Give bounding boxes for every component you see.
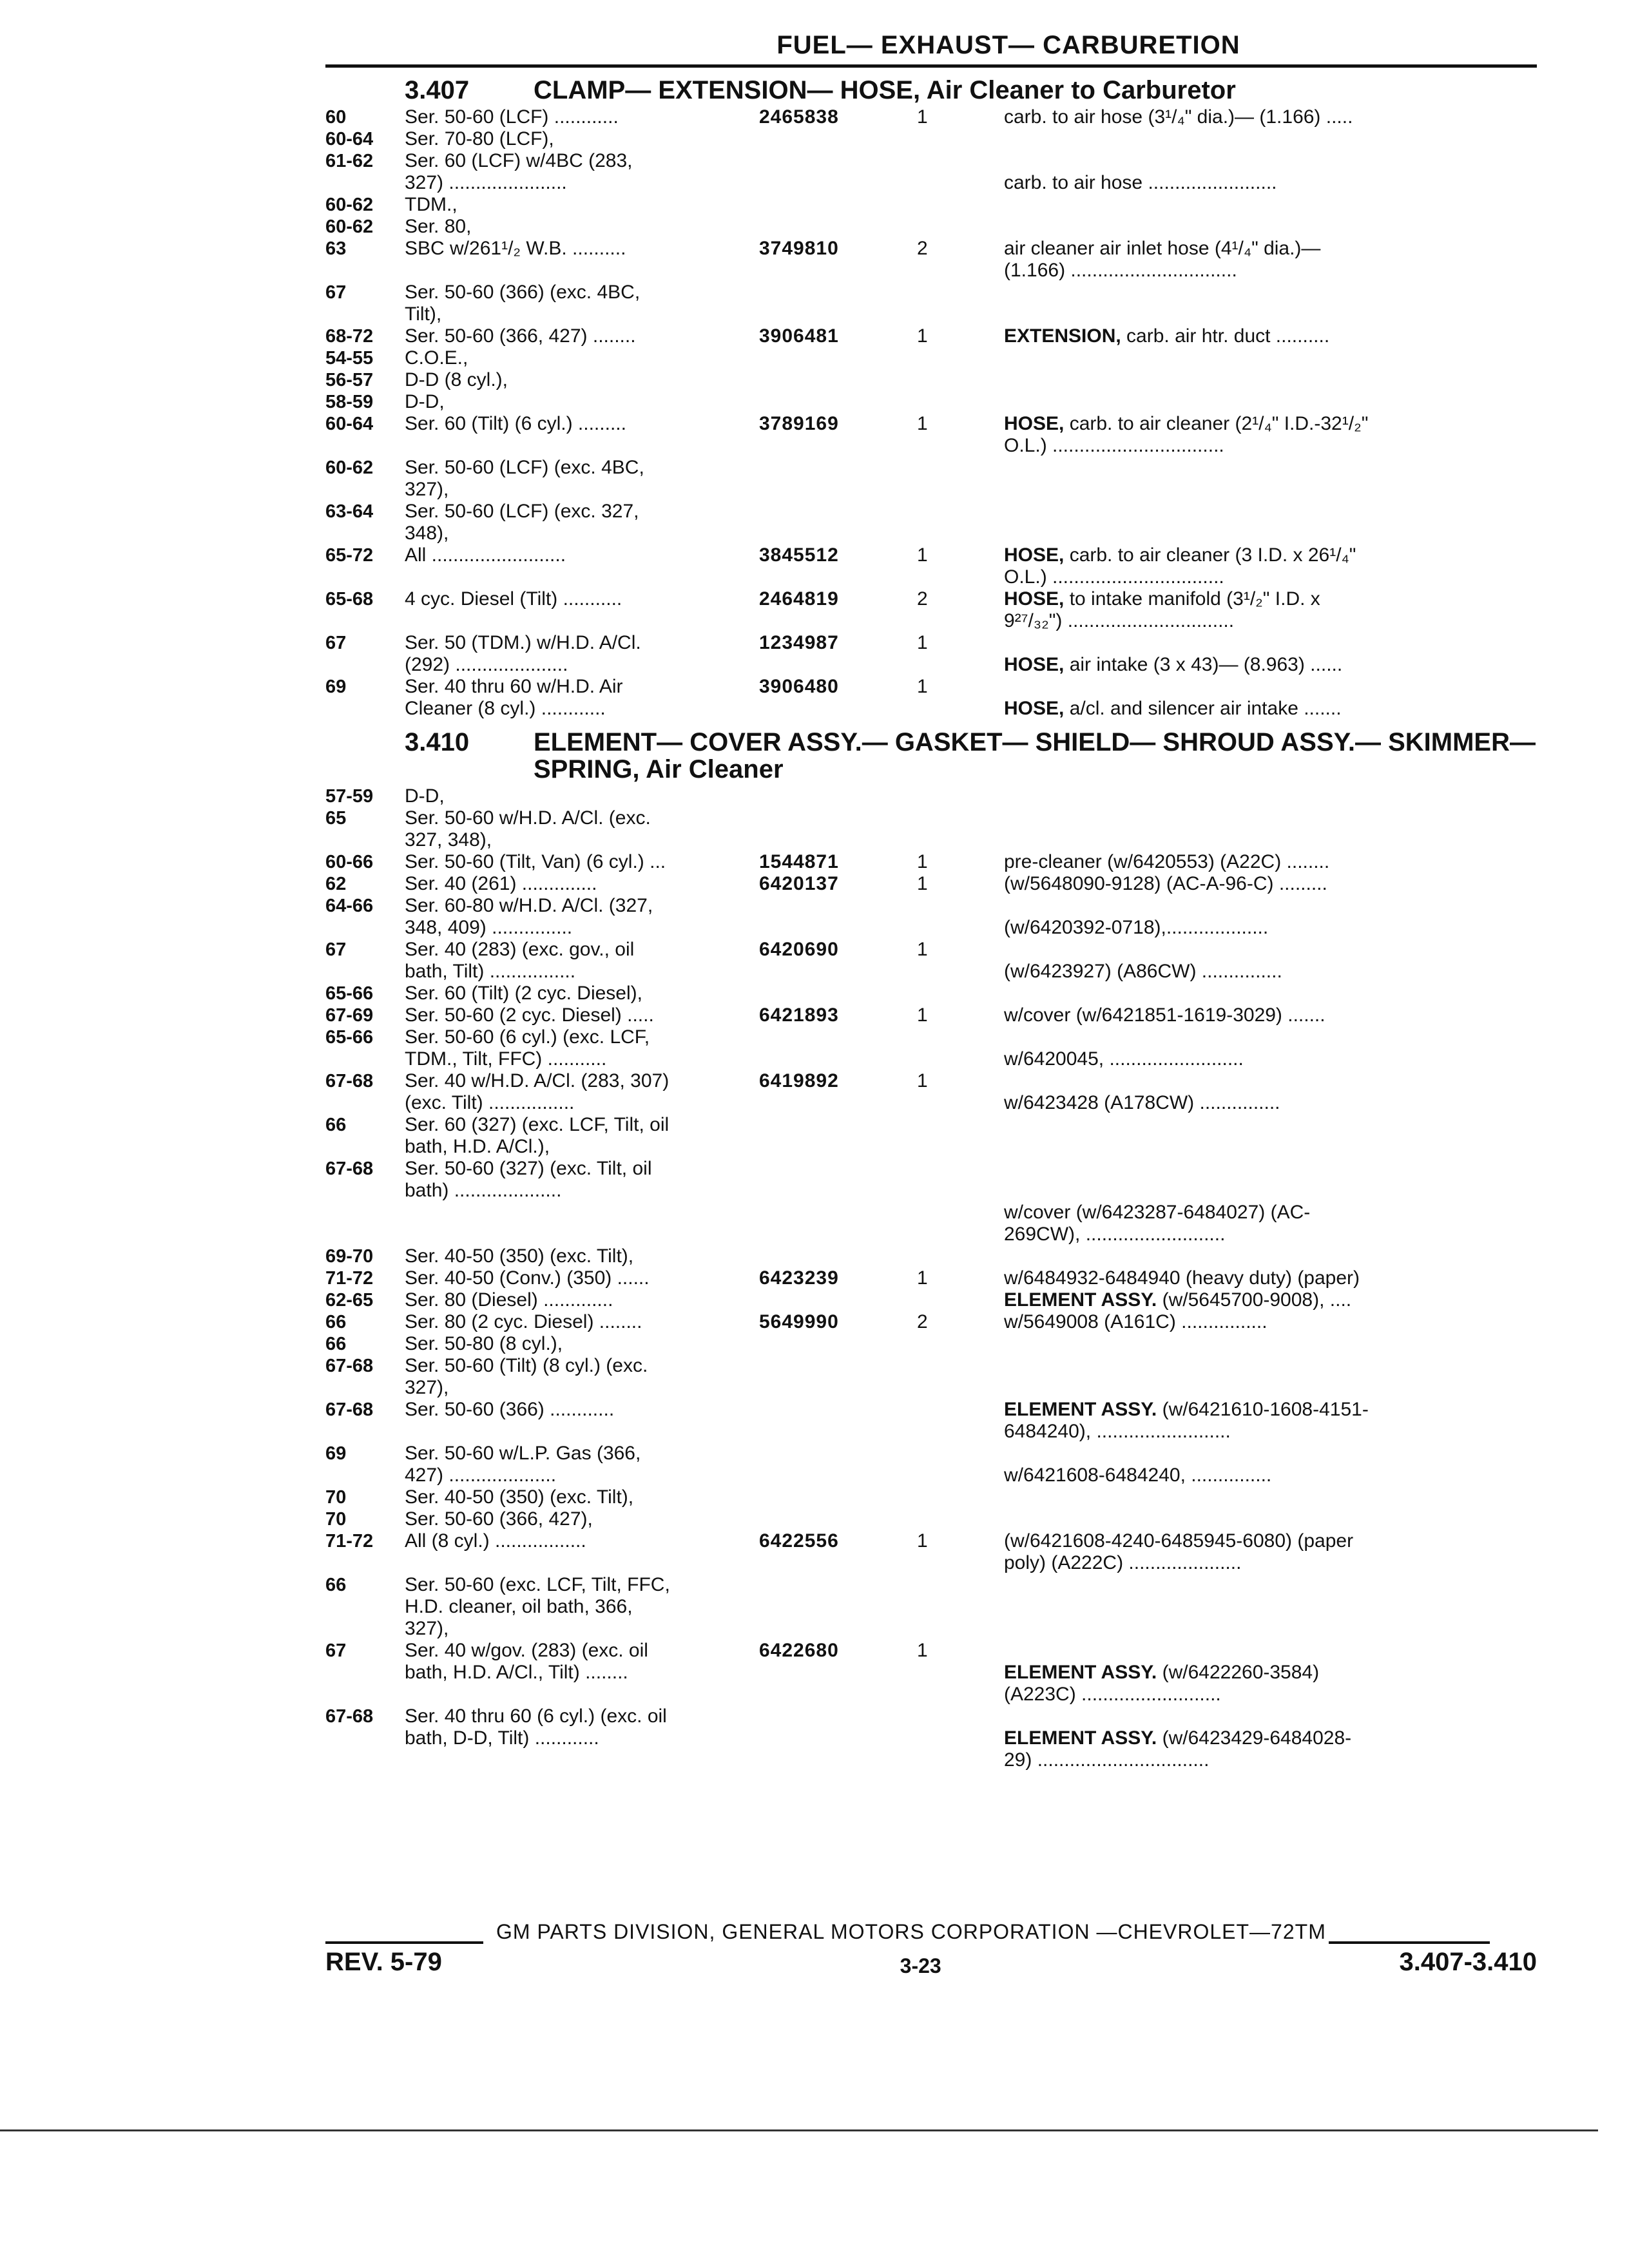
model-year-cell: 62 bbox=[325, 874, 347, 894]
description-cell: Ser. 50-60 w/H.D. A/Cl. (exc. 327, 348), bbox=[405, 807, 651, 850]
section-heading bbox=[325, 77, 1537, 104]
table-row bbox=[325, 1158, 1537, 1245]
table-row bbox=[325, 282, 1537, 325]
note-keyword: ELEMENT ASSY. bbox=[1004, 1289, 1157, 1311]
table-row bbox=[325, 1114, 1537, 1158]
description-cell: Ser. 40-50 (Conv.) (350) ...... bbox=[405, 1267, 650, 1289]
usage-note-cell: EXTENSION, carb. air htr. duct .......... bbox=[1004, 325, 1330, 347]
usage-note-cell: HOSE, a/cl. and silencer air intake ....... bbox=[1004, 698, 1342, 719]
section-title: ELEMENT— COVER ASSY.— GASKET— SHIELD— SHROUD ASSY.— SKIMMER— SPRING, Air Cleaner bbox=[534, 728, 1536, 783]
model-year-cell: 67-68 bbox=[325, 1071, 374, 1091]
model-year-cell: 68-72 bbox=[325, 326, 374, 347]
model-year-cell: 65-66 bbox=[325, 1027, 374, 1048]
model-year-cell: 67 bbox=[325, 282, 347, 303]
description-cell: Ser. 50-60 (366, 427), bbox=[405, 1508, 593, 1530]
section-range: 3.407-3.410 bbox=[1399, 1948, 1537, 1976]
model-year-cell: 66 bbox=[325, 1312, 347, 1332]
description-cell: D-D (8 cyl.), bbox=[405, 369, 508, 390]
table-row bbox=[325, 1333, 1537, 1355]
usage-note-cell: w/6484932-6484940 (heavy duty) (paper) bbox=[1004, 1267, 1360, 1289]
table-row bbox=[325, 873, 1537, 895]
quantity-cell: 2 bbox=[917, 588, 928, 610]
table-row bbox=[325, 1026, 1537, 1070]
description-cell: Ser. 50-60 (366, 427) ........ bbox=[405, 325, 636, 347]
description-cell: SBC w/261¹/₂ W.B. .......... bbox=[405, 238, 626, 259]
description-cell: Ser. 50-80 (8 cyl.), bbox=[405, 1333, 563, 1354]
usage-note-cell: HOSE, carb. to air cleaner (2¹/₄" I.D.-32¹/₂" O.L.) ................................ bbox=[1004, 413, 1369, 456]
description-cell: Ser. 50-60 (exc. LCF, Tilt, FFC, H.D. cleaner, oil bath, 366, 327), bbox=[405, 1574, 670, 1639]
table-row bbox=[325, 544, 1537, 588]
description-cell: Ser. 60 (LCF) w/4BC (283, 327) ...................... bbox=[405, 150, 633, 193]
table-row bbox=[325, 501, 1537, 544]
table-row bbox=[325, 632, 1537, 676]
model-year-cell: 60-64 bbox=[325, 414, 374, 434]
section-title: CLAMP— EXTENSION— HOSE, Air Cleaner to Carburetor bbox=[534, 76, 1236, 104]
table-row bbox=[325, 785, 1537, 807]
table-row bbox=[325, 106, 1537, 128]
description-cell: Ser. 50-60 (Tilt) (8 cyl.) (exc. 327), bbox=[405, 1355, 648, 1398]
description-cell: Ser. 50-60 (366) ............ bbox=[405, 1399, 615, 1420]
model-year-cell: 65-68 bbox=[325, 589, 374, 610]
usage-note-cell: w/6423428 (A178CW) ............... bbox=[1004, 1092, 1280, 1113]
table-row bbox=[325, 1245, 1537, 1267]
table-row bbox=[325, 983, 1537, 1004]
description-cell: 4 cyc. Diesel (Tilt) ........... bbox=[405, 588, 622, 610]
description-cell: Ser. 40 (283) (exc. gov., oil bath, Tilt) ................ bbox=[405, 939, 635, 982]
table-row bbox=[325, 128, 1537, 150]
model-year-cell: 56-57 bbox=[325, 370, 374, 390]
model-year-cell: 57-59 bbox=[325, 786, 374, 807]
table-row bbox=[325, 895, 1537, 939]
note-keyword: HOSE, bbox=[1004, 544, 1065, 566]
usage-note-cell: ELEMENT ASSY. (w/5645700-9008), .... bbox=[1004, 1289, 1352, 1311]
table-row bbox=[325, 347, 1537, 369]
quantity-cell: 1 bbox=[917, 1530, 928, 1552]
usage-note-cell: (w/6423927) (A86CW) ............... bbox=[1004, 961, 1282, 982]
table-row bbox=[325, 369, 1537, 391]
description-cell: All ......................... bbox=[405, 544, 566, 566]
model-year-cell: 66 bbox=[325, 1115, 347, 1135]
table-row bbox=[325, 1399, 1537, 1443]
model-year-cell: 67-68 bbox=[325, 1706, 374, 1727]
table-row bbox=[325, 851, 1537, 873]
table-row bbox=[325, 1640, 1537, 1706]
usage-note-cell: carb. to air hose ........................ bbox=[1004, 172, 1277, 193]
table-row bbox=[325, 1355, 1537, 1399]
table-row bbox=[325, 1508, 1537, 1530]
usage-note-cell: (w/6421608-4240-6485945-6080) (paper poly) (A222C) ..................... bbox=[1004, 1530, 1354, 1573]
description-cell: Ser. 80 (Diesel) ............. bbox=[405, 1289, 613, 1311]
footer-bottom bbox=[325, 1948, 1537, 1978]
model-year-cell: 67 bbox=[325, 633, 347, 653]
table-row bbox=[325, 1070, 1537, 1114]
usage-note-cell: ELEMENT ASSY. (w/6421610-1608-4151- 6484240), ......................... bbox=[1004, 1399, 1369, 1442]
description-cell: Ser. 50-60 (2 cyc. Diesel) ..... bbox=[405, 1004, 654, 1026]
part-number-cell: 3906480 bbox=[759, 676, 839, 697]
part-number-cell: 6420137 bbox=[759, 873, 839, 894]
description-cell: Ser. 50-60 (327) (exc. Tilt, oil bath) .................... bbox=[405, 1158, 652, 1201]
table-row bbox=[325, 391, 1537, 413]
parts-table bbox=[325, 106, 1537, 720]
description-cell: Ser. 40 (261) .............. bbox=[405, 873, 597, 894]
table-row bbox=[325, 1004, 1537, 1026]
model-year-cell: 66 bbox=[325, 1334, 347, 1354]
section-number: 3.410 bbox=[405, 728, 470, 756]
table-row bbox=[325, 939, 1537, 983]
footer-corporation-text: GM PARTS DIVISION, GENERAL MOTORS CORPORATION —CHEVROLET—72TM bbox=[496, 1920, 1326, 1943]
parts-table bbox=[325, 785, 1537, 1771]
usage-note-cell: HOSE, air intake (3 x 43)— (8.963) ...... bbox=[1004, 654, 1343, 675]
document-page bbox=[325, 26, 1537, 1771]
description-cell: Ser. 40 w/H.D. A/Cl. (283, 307) (exc. Tilt) ................ bbox=[405, 1070, 670, 1113]
part-number-cell: 6420690 bbox=[759, 939, 839, 960]
quantity-cell: 1 bbox=[917, 676, 928, 697]
description-cell: Ser. 50 (TDM.) w/H.D. A/Cl. (292) ..................... bbox=[405, 632, 641, 675]
description-cell: Ser. 50-60 w/L.P. Gas (366, 427) .................... bbox=[405, 1443, 641, 1486]
description-cell: Ser. 80 (2 cyc. Diesel) ........ bbox=[405, 1311, 642, 1332]
usage-note-cell: w/cover (w/6421851-1619-3029) ....... bbox=[1004, 1004, 1325, 1026]
model-year-cell: 60-62 bbox=[325, 195, 374, 215]
part-number-cell: 3906481 bbox=[759, 325, 839, 347]
table-row bbox=[325, 1530, 1537, 1574]
description-cell: Ser. 80, bbox=[405, 216, 472, 237]
quantity-cell: 1 bbox=[917, 939, 928, 960]
usage-note-cell: w/6421608-6484240, ............... bbox=[1004, 1465, 1272, 1486]
quantity-cell: 1 bbox=[917, 325, 928, 347]
table-row bbox=[325, 1574, 1537, 1640]
description-cell: Ser. 50-60 (LCF) (exc. 327, 348), bbox=[405, 501, 639, 544]
part-number-cell: 1234987 bbox=[759, 632, 839, 653]
page-footer bbox=[325, 1920, 1537, 1978]
usage-note-cell: carb. to air hose (3¹/₄" dia.)— (1.166) ..... bbox=[1004, 106, 1353, 128]
table-row bbox=[325, 1311, 1537, 1333]
description-cell: Ser. 40 thru 60 (6 cyl.) (exc. oil bath, D-D, Tilt) ............ bbox=[405, 1706, 667, 1749]
model-year-cell: 54-55 bbox=[325, 348, 374, 369]
scan-edge-line bbox=[0, 2129, 1598, 2131]
description-cell: Ser. 60 (327) (exc. LCF, Tilt, oil bath, H.D. A/Cl.), bbox=[405, 1114, 670, 1157]
model-year-cell: 70 bbox=[325, 1509, 347, 1530]
sections-container bbox=[325, 77, 1537, 1771]
model-year-cell: 64-66 bbox=[325, 896, 374, 916]
model-year-cell: 63-64 bbox=[325, 501, 374, 522]
table-row bbox=[325, 1267, 1537, 1289]
table-row bbox=[325, 1486, 1537, 1508]
usage-note-cell: pre-cleaner (w/6420553) (A22C) ........ bbox=[1004, 851, 1330, 872]
description-cell: Ser. 60 (Tilt) (6 cyl.) ......... bbox=[405, 413, 626, 434]
page-number: 3-23 bbox=[900, 1954, 941, 1977]
model-year-cell: 65-72 bbox=[325, 545, 374, 566]
usage-note-cell: ELEMENT ASSY. (w/6422260-3584) (A223C) .......................... bbox=[1004, 1662, 1320, 1705]
description-cell: D-D, bbox=[405, 785, 445, 807]
table-row bbox=[325, 457, 1537, 501]
usage-note-cell: w/cover (w/6423287-6484027) (AC- 269CW), .......................... bbox=[1004, 1202, 1311, 1245]
model-year-cell: 67-69 bbox=[325, 1005, 374, 1026]
table-row bbox=[325, 238, 1537, 282]
quantity-cell: 1 bbox=[917, 632, 928, 653]
table-row bbox=[325, 413, 1537, 457]
model-year-cell: 60 bbox=[325, 107, 347, 128]
quantity-cell: 1 bbox=[917, 1640, 928, 1661]
header-rule bbox=[325, 64, 1537, 68]
footer-rule-left bbox=[325, 1941, 483, 1944]
part-number-cell: 6422556 bbox=[759, 1530, 839, 1552]
revision-label: REV. 5-79 bbox=[325, 1948, 442, 1976]
quantity-cell: 1 bbox=[917, 873, 928, 894]
model-year-cell: 60-62 bbox=[325, 216, 374, 237]
description-cell: Ser. 40 thru 60 w/H.D. Air Cleaner (8 cyl.) ............ bbox=[405, 676, 623, 719]
description-cell: D-D, bbox=[405, 391, 445, 412]
section-heading bbox=[325, 729, 1537, 783]
model-year-cell: 67 bbox=[325, 1640, 347, 1661]
model-year-cell: 63 bbox=[325, 238, 347, 259]
model-year-cell: 69 bbox=[325, 677, 347, 697]
page-header-title: FUEL— EXHAUST— CARBURETION bbox=[776, 31, 1240, 59]
model-year-cell: 67-68 bbox=[325, 1356, 374, 1376]
part-number-cell: 3789169 bbox=[759, 413, 839, 434]
note-keyword: EXTENSION, bbox=[1004, 325, 1121, 347]
quantity-cell: 2 bbox=[917, 1311, 928, 1332]
quantity-cell: 1 bbox=[917, 106, 928, 128]
model-year-cell: 58-59 bbox=[325, 392, 374, 412]
note-keyword: ELEMENT ASSY. bbox=[1004, 1662, 1157, 1683]
usage-note-cell: w/6420045, ......................... bbox=[1004, 1048, 1244, 1070]
model-year-cell: 69-70 bbox=[325, 1246, 374, 1267]
model-year-cell: 69 bbox=[325, 1443, 347, 1464]
part-number-cell: 6422680 bbox=[759, 1640, 839, 1661]
description-cell: Ser. 40 w/gov. (283) (exc. oil bath, H.D. A/Cl., Tilt) ........ bbox=[405, 1640, 648, 1683]
quantity-cell: 1 bbox=[917, 1004, 928, 1026]
quantity-cell: 1 bbox=[917, 544, 928, 566]
table-row bbox=[325, 1443, 1537, 1486]
description-cell: Ser. 60 (Tilt) (2 cyc. Diesel), bbox=[405, 983, 642, 1004]
model-year-cell: 60-62 bbox=[325, 457, 374, 478]
usage-note-cell: ELEMENT ASSY. (w/6423429-6484028- 29) ................................ bbox=[1004, 1727, 1352, 1771]
part-number-cell: 2464819 bbox=[759, 588, 839, 610]
footer-line bbox=[325, 1920, 1537, 1944]
model-year-cell: 60-64 bbox=[325, 129, 374, 149]
table-row bbox=[325, 325, 1537, 347]
model-year-cell: 71-72 bbox=[325, 1531, 374, 1552]
description-cell: Ser. 60-80 w/H.D. A/Cl. (327, 348, 409) ............... bbox=[405, 895, 653, 938]
note-keyword: ELEMENT ASSY. bbox=[1004, 1727, 1157, 1749]
part-number-cell: 2465838 bbox=[759, 106, 839, 128]
quantity-cell: 2 bbox=[917, 238, 928, 259]
quantity-cell: 1 bbox=[917, 1070, 928, 1091]
table-row bbox=[325, 150, 1537, 194]
model-year-cell: 66 bbox=[325, 1575, 347, 1595]
part-number-cell: 6423239 bbox=[759, 1267, 839, 1289]
table-row bbox=[325, 1289, 1537, 1311]
model-year-cell: 65 bbox=[325, 808, 347, 829]
part-number-cell: 1544871 bbox=[759, 851, 839, 872]
table-row bbox=[325, 1706, 1537, 1771]
model-year-cell: 67-68 bbox=[325, 1158, 374, 1179]
description-cell: Ser. 70-80 (LCF), bbox=[405, 128, 554, 149]
description-cell: Ser. 50-60 (366) (exc. 4BC, Tilt), bbox=[405, 282, 641, 325]
description-cell: C.O.E., bbox=[405, 347, 468, 369]
table-row bbox=[325, 216, 1537, 238]
part-number-cell: 6421893 bbox=[759, 1004, 839, 1026]
model-year-cell: 65-66 bbox=[325, 983, 374, 1004]
part-number-cell: 5649990 bbox=[759, 1311, 839, 1332]
model-year-cell: 62-65 bbox=[325, 1290, 374, 1311]
part-number-cell: 3845512 bbox=[759, 544, 839, 566]
note-keyword: HOSE, bbox=[1004, 588, 1065, 610]
section-number: 3.407 bbox=[405, 76, 470, 104]
note-keyword: ELEMENT ASSY. bbox=[1004, 1399, 1157, 1420]
quantity-cell: 1 bbox=[917, 413, 928, 434]
usage-note-cell: HOSE, carb. to air cleaner (3 I.D. x 26¹/₄" O.L.) ................................ bbox=[1004, 544, 1356, 588]
quantity-cell: 1 bbox=[917, 1267, 928, 1289]
usage-note-cell: HOSE, to intake manifold (3¹/₂" I.D. x 9²⁷/₃₂") ............................... bbox=[1004, 588, 1320, 631]
description-cell: All (8 cyl.) ................. bbox=[405, 1530, 586, 1552]
part-number-cell: 3749810 bbox=[759, 238, 839, 259]
note-keyword: HOSE, bbox=[1004, 698, 1065, 719]
model-year-cell: 67-68 bbox=[325, 1399, 374, 1420]
description-cell: Ser. 40-50 (350) (exc. Tilt), bbox=[405, 1245, 634, 1267]
description-cell: Ser. 50-60 (Tilt, Van) (6 cyl.) ... bbox=[405, 851, 666, 872]
usage-note-cell: w/5649008 (A161C) ................ bbox=[1004, 1311, 1268, 1332]
quantity-cell: 1 bbox=[917, 851, 928, 872]
footer-rule-right bbox=[1329, 1941, 1490, 1944]
note-keyword: HOSE, bbox=[1004, 413, 1065, 434]
model-year-cell: 61-62 bbox=[325, 151, 374, 171]
description-cell: Ser. 50-60 (LCF) ............ bbox=[405, 106, 619, 128]
table-row bbox=[325, 807, 1537, 851]
usage-note-cell: air cleaner air inlet hose (4¹/₄" dia.)— (1.166) ............................... bbox=[1004, 238, 1321, 281]
usage-note-cell: (w/5648090-9128) (AC-A-96-C) ......... bbox=[1004, 873, 1327, 894]
usage-note-cell: (w/6420392-0718),................... bbox=[1004, 917, 1269, 938]
table-row bbox=[325, 588, 1537, 632]
description-cell: Ser. 50-60 (LCF) (exc. 4BC, 327), bbox=[405, 457, 644, 500]
description-cell: TDM., bbox=[405, 194, 458, 215]
note-keyword: HOSE, bbox=[1004, 654, 1065, 675]
part-number-cell: 6419892 bbox=[759, 1070, 839, 1091]
table-row bbox=[325, 194, 1537, 216]
model-year-cell: 60-66 bbox=[325, 852, 374, 872]
model-year-cell: 70 bbox=[325, 1487, 347, 1508]
model-year-cell: 71-72 bbox=[325, 1268, 374, 1289]
description-cell: Ser. 50-60 (6 cyl.) (exc. LCF, TDM., Tilt, FFC) ........... bbox=[405, 1026, 650, 1070]
description-cell: Ser. 40-50 (350) (exc. Tilt), bbox=[405, 1486, 634, 1508]
table-row bbox=[325, 676, 1537, 720]
model-year-cell: 67 bbox=[325, 939, 347, 960]
